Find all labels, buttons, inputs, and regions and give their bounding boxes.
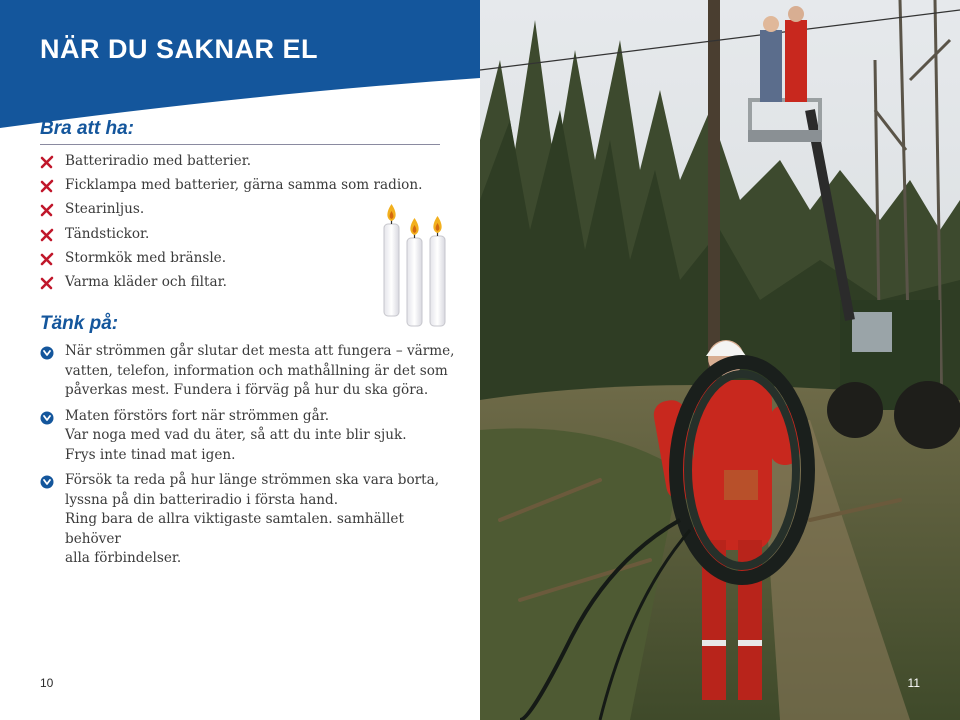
list-item: [40, 407, 460, 466]
cross-check-icon: [40, 203, 54, 217]
cross-check-icon: [40, 155, 54, 169]
candles-icon: [378, 200, 458, 332]
list-item: [40, 175, 422, 199]
paragraph-line: Maten förstörs fort när strömmen går.: [65, 407, 330, 424]
paragraph-line: lyssna på din batteriradio i första hand.: [65, 491, 339, 508]
header-band: [0, 0, 480, 130]
list-item-text: Ficklampa med batterier, gärna samma som radion.: [65, 177, 423, 194]
cross-check-icon: [40, 179, 54, 193]
paragraph-line: påverkas mest. Fundera i förväg på hur du ska göra.: [65, 382, 429, 398]
paragraph-line: Frys inte tinad mat igen.: [65, 446, 236, 463]
list-item: [40, 151, 422, 175]
paragraph-line: Var noga med vad du äter, så att du inte blir sjuk.: [65, 427, 407, 443]
paragraph-line: Ring bara de allra viktigaste samtalen. samhället behöver: [65, 511, 404, 547]
list-item: [40, 199, 422, 223]
list-item-text: Stormkök med bränsle.: [65, 249, 227, 266]
cross-check-icon: [40, 276, 54, 290]
paragraph-line: När strömmen går slutar det mesta att fungera – värme,: [65, 343, 455, 359]
page-number-right: 11: [907, 676, 920, 690]
page-number-left: 10: [40, 676, 54, 690]
right-page: [480, 0, 960, 720]
paragraph-line: alla förbindelser.: [65, 550, 182, 566]
paragraph-line: vatten, telefon, information och mathållning är det som: [65, 362, 448, 379]
round-arrow-icon: [40, 346, 54, 360]
good-to-have-list: [40, 151, 422, 296]
list-item: [40, 224, 422, 248]
paragraph-line: Försök ta reda på hur länge strömmen ska vara borta,: [65, 472, 440, 488]
section-divider: [40, 144, 440, 145]
round-arrow-icon: [40, 411, 54, 425]
list-item-text: Tändstickor.: [65, 225, 150, 242]
think-about-list: [40, 342, 460, 575]
list-item-text: Batteriradio med batterier.: [65, 153, 252, 169]
round-arrow-icon: [40, 475, 54, 489]
list-item-text: Varma kläder och filtar.: [65, 273, 227, 290]
think-about-title: Tänk på:: [40, 313, 119, 334]
list-item-text: Stearinljus.: [65, 201, 145, 218]
list-item: [40, 342, 460, 401]
page-title: NÄR DU SAKNAR EL: [40, 34, 318, 64]
forest-power-line-photo: [480, 0, 960, 720]
cross-check-icon: [40, 252, 54, 266]
cross-check-icon: [40, 228, 54, 242]
list-item: [40, 272, 422, 296]
list-item: [40, 471, 460, 569]
list-item: [40, 248, 422, 272]
good-to-have-title: Bra att ha:: [40, 118, 134, 139]
